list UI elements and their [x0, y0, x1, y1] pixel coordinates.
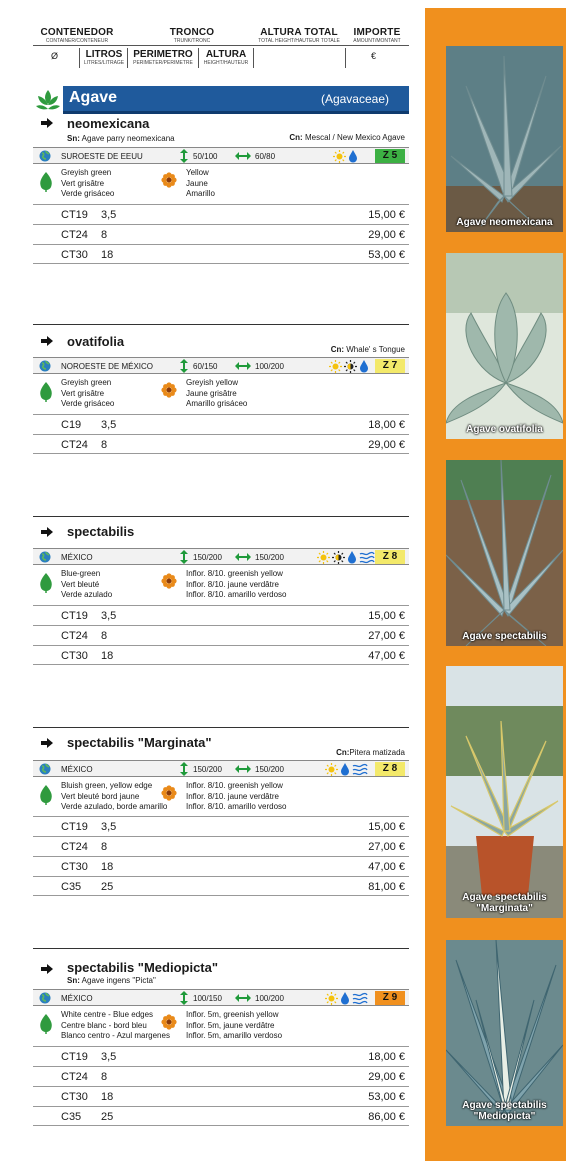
water-drop-icon: [340, 763, 350, 776]
height-arrow-icon: [180, 762, 188, 776]
price-table: [33, 414, 409, 454]
wind-icon: [352, 992, 368, 1005]
column-header: [33, 22, 409, 70]
info-row: [33, 989, 409, 1006]
plant-logo-icon: [35, 88, 61, 112]
sun-icon: [329, 360, 342, 373]
price-row: CT19 3,5 18,00 €: [33, 1046, 409, 1066]
width-value: 150/200: [255, 553, 284, 562]
price-row: CT30 18 53,00 €: [33, 244, 409, 264]
foliage-text: Blue-green Vert bleuté Verde azulado: [61, 569, 113, 599]
sun-icon: [325, 992, 338, 1005]
photo-caption: Agave spectabilis: [462, 631, 547, 642]
flower-text: Inflor. 8/10. greenish yellow Inflor. 8/10. jaune verdâtre Inflor. 8/10. amarillo verdoso: [186, 781, 287, 811]
foliage-text: Greyish green Vert grisâtre Verde grisáceo: [61, 378, 115, 408]
price-row: CT30 18 53,00 €: [33, 1086, 409, 1106]
leaf-icon: [39, 172, 53, 192]
width-arrow-icon: [235, 765, 251, 773]
origin: MÉXICO: [61, 994, 93, 1003]
family-name: (Agavaceae): [320, 92, 389, 106]
arrow-right-icon: [41, 118, 53, 128]
species-spectabilis-mediopicta: [33, 948, 409, 1128]
info-row: [33, 760, 409, 777]
flower-icon: [161, 1014, 177, 1030]
half-shade-icon: [332, 551, 345, 564]
foliage-text: Bluish green, yellow edge Vert bleuté bord jaune Verde azulado, borde amarillo: [61, 781, 168, 811]
flower-text: Inflor. 8/10. greenish yellow Inflor. 8/10. jaune verdâtre Inflor. 8/10. amarillo verdoso: [186, 569, 287, 599]
info-row: [33, 548, 409, 565]
species-title: ovatifolia: [67, 334, 125, 349]
price-row: C19 3,5 18,00 €: [33, 414, 409, 434]
height-value: 100/150: [193, 994, 222, 1003]
flower-text: Inflor. 5m, greenish yellow Inflor. 5m, jaune verdâtre Inflor. 5m, amarillo verdoso: [186, 1010, 283, 1040]
photo-agave-neomexicana: [446, 46, 563, 232]
globe-icon: [39, 360, 51, 372]
info-row: [33, 357, 409, 374]
price-row: CT30 18 47,00 €: [33, 856, 409, 876]
species-ovatifolia: [33, 324, 409, 459]
common-name: Cn: Whale' s Tongue: [330, 345, 405, 354]
flower-icon: [161, 382, 177, 398]
price-row: CT24 8 29,00 €: [33, 434, 409, 454]
half-shade-icon: [344, 360, 357, 373]
photo-agave-spectabilis: [446, 460, 563, 646]
wind-icon: [359, 551, 375, 564]
wind-icon: [352, 763, 368, 776]
globe-icon: [39, 150, 51, 162]
agave-photo-image: [446, 46, 563, 232]
height-arrow-icon: [180, 149, 188, 163]
description-row: [33, 779, 409, 815]
photo-caption: Agave spectabilis "Marginata": [462, 892, 547, 914]
price-row: CT30 18 47,00 €: [33, 645, 409, 665]
origin: MÉXICO: [61, 553, 93, 562]
diameter-symbol: Ø: [51, 51, 59, 61]
price-row: CT24 8 27,00 €: [33, 836, 409, 856]
photo-agave-ovatifolia: [446, 253, 563, 439]
water-drop-icon: [359, 360, 369, 373]
agave-photo-image: [446, 666, 563, 918]
flower-icon: [161, 573, 177, 589]
width-value: 150/200: [255, 765, 284, 774]
origin: MÉXICO: [61, 765, 93, 774]
species-neomexicana: [33, 116, 409, 266]
flower-text: Greyish yellow Jaune grisâtre Amarillo grisáceo: [186, 378, 248, 408]
globe-icon: [39, 992, 51, 1004]
height-arrow-icon: [180, 550, 188, 564]
foliage-text: White centre - Blue edges Centre blanc - bord bleu Blanco centro - Azul margenes: [61, 1010, 170, 1040]
agave-photo-image: [446, 940, 563, 1126]
width-value: 60/80: [255, 152, 276, 161]
hardiness-zone: Z 7: [375, 359, 405, 373]
common-name: Cn: Mescal / New Mexico Agave: [289, 133, 405, 142]
species-spectabilis: [33, 516, 409, 666]
globe-icon: [39, 551, 51, 563]
species-spectabilis-marginata: [33, 727, 409, 897]
header-altura-total: ALTURA TOTAL TOTAL HEIGHT/HAUTEUR TOTALE: [258, 27, 340, 44]
hardiness-zone: Z 8: [375, 550, 405, 564]
foliage-text: Greyish green Vert grisâtre Verde grisáceo: [61, 168, 115, 198]
price-row: CT19 3,5 15,00 €: [33, 605, 409, 625]
hardiness-zone: Z 9: [375, 991, 405, 1005]
width-arrow-icon: [235, 553, 251, 561]
header-perimetro: PERIMETRO PERIMETER/PERIMETRE: [133, 49, 193, 66]
sun-icon: [317, 551, 330, 564]
currency-symbol: €: [371, 51, 377, 61]
photo-agave-spectabilis-marginata: [446, 666, 563, 918]
width-arrow-icon: [235, 362, 251, 370]
price-table: [33, 816, 409, 896]
price-row: CT24 8 29,00 €: [33, 1066, 409, 1086]
sun-icon: [325, 763, 338, 776]
height-arrow-icon: [180, 359, 188, 373]
price-table: [33, 1046, 409, 1126]
height-value: 60/150: [193, 362, 218, 371]
species-title: spectabilis: [67, 524, 135, 539]
height-arrow-icon: [180, 991, 188, 1005]
leaf-icon: [39, 573, 53, 593]
height-value: 50/100: [193, 152, 218, 161]
price-row: CT24 8 29,00 €: [33, 224, 409, 244]
agave-photo-image: [446, 460, 563, 646]
header-litros: LITROS LITRES/LITRAGE: [83, 49, 125, 66]
water-drop-icon: [340, 992, 350, 1005]
price-row: C35 25 81,00 €: [33, 876, 409, 896]
globe-icon: [39, 763, 51, 775]
price-row: CT19 3,5 15,00 €: [33, 204, 409, 224]
header-contenedor: CONTENEDOR CONTAINER/CONTENEUR: [40, 27, 114, 44]
flower-text: Yellow Jaune Amarillo: [186, 168, 215, 198]
hardiness-zone: Z 8: [375, 762, 405, 776]
description-row: [33, 376, 409, 412]
price-row: CT24 8 27,00 €: [33, 625, 409, 645]
species-title: spectabilis "Marginata": [67, 735, 212, 750]
info-row: [33, 147, 409, 164]
photo-caption: Agave ovatifolia: [466, 424, 543, 435]
flower-icon: [161, 172, 177, 188]
water-drop-icon: [348, 150, 358, 163]
synonym: Sn: Agave ingens "Picta": [67, 976, 156, 985]
leaf-icon: [39, 785, 53, 805]
photo-agave-spectabilis-mediopicta: [446, 940, 563, 1126]
header-altura: ALTURA HEIGHT/HAUTEUR: [203, 49, 249, 66]
header-tronco: TRONCO TRUNK/TRONC: [169, 27, 215, 44]
description-row: [33, 567, 409, 603]
photo-caption: Agave neomexicana: [456, 217, 553, 228]
width-value: 100/200: [255, 994, 284, 1003]
description-row: [33, 166, 409, 202]
leaf-icon: [39, 382, 53, 402]
species-title: neomexicana: [67, 116, 150, 131]
species-title: spectabilis "Mediopicta": [67, 960, 219, 975]
arrow-right-icon: [41, 738, 53, 748]
flower-icon: [161, 785, 177, 801]
width-arrow-icon: [235, 152, 251, 160]
genus-name: Agave: [69, 89, 118, 106]
price-row: C35 25 86,00 €: [33, 1106, 409, 1126]
header-importe: IMPORTE AMOUNT/MONTANT: [353, 27, 401, 44]
price-row: CT19 3,5 15,00 €: [33, 816, 409, 836]
price-table: [33, 605, 409, 665]
photo-caption: Agave spectabilis "Mediopicta": [462, 1100, 547, 1122]
common-name: Cn:Pitera matizada: [336, 748, 405, 757]
price-table: [33, 204, 409, 264]
arrow-right-icon: [41, 527, 53, 537]
water-drop-icon: [347, 551, 357, 564]
width-value: 100/200: [255, 362, 284, 371]
hardiness-zone: Z 5: [375, 149, 405, 163]
height-value: 150/200: [193, 553, 222, 562]
synonym: Sn: Agave parry neomexicana: [67, 134, 175, 143]
width-arrow-icon: [235, 994, 251, 1002]
family-banner: [33, 86, 409, 114]
sun-icon: [333, 150, 346, 163]
arrow-right-icon: [41, 336, 53, 346]
origin: NOROESTE DE MÉXICO: [61, 362, 154, 371]
leaf-icon: [39, 1014, 53, 1034]
origin: SUROESTE DE EEUU: [61, 152, 143, 161]
arrow-right-icon: [41, 964, 53, 974]
height-value: 150/200: [193, 765, 222, 774]
agave-photo-image: [446, 253, 563, 439]
description-row: [33, 1008, 409, 1044]
